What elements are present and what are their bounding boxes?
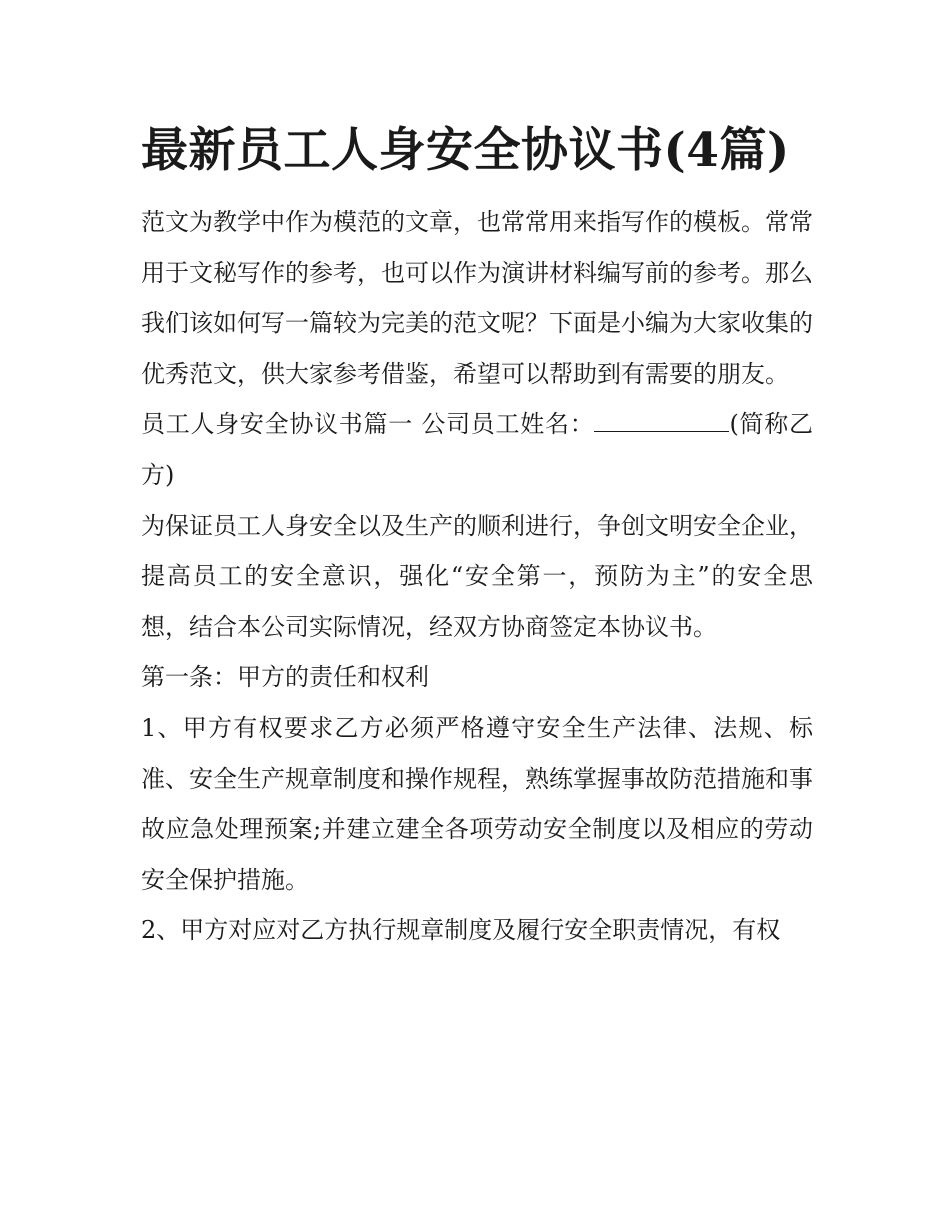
clause-2-paragraph: 2、甲方对应对乙方执行规章制度及履行安全职责情况，有权 [141, 916, 781, 945]
document-page [141, 110, 813, 956]
intro-paragraph: 范文为教学中作为模范的文章，也常常用来指写作的模板。常常用于文秘写作的参考，也可以作为演讲材料编写前的参考。那么我们该如何写一篇较为完美的范文呢？下面是小编为大家收集的优秀范文，供大家参考借鉴，希望可以帮助到有需要的朋友。 [141, 208, 813, 388]
document-title: 最新员工人身安全协议书(4篇) [141, 123, 790, 178]
purpose-paragraph: 为保证员工人身安全以及生产的顺利进行，争创文明安全企业，提高员工的安全意识，强化“安全第一，预防为主”的安全思想，结合本公司实际情况，经双方协商签定本协议书。 [141, 511, 813, 641]
section-heading-suffix: (简称乙方) [141, 410, 813, 489]
section-heading [141, 399, 813, 500]
name-blank-line [594, 411, 729, 432]
clause-1-paragraph: 1、甲方有权要求乙方必须严格遵守安全生产法律、法规、标准、安全生产规章制度和操作规程，熟练掌握事故防范措施和事故应急处理预案;并建立建全各项劳动安全制度以及相应的劳动安全保护措施。 [141, 713, 813, 894]
document-body [141, 197, 813, 956]
article-1-heading: 第一条：甲方的责任和权利 [141, 663, 429, 692]
section-heading-text: 员工人身安全协议书篇一 公司员工姓名： [141, 410, 595, 439]
